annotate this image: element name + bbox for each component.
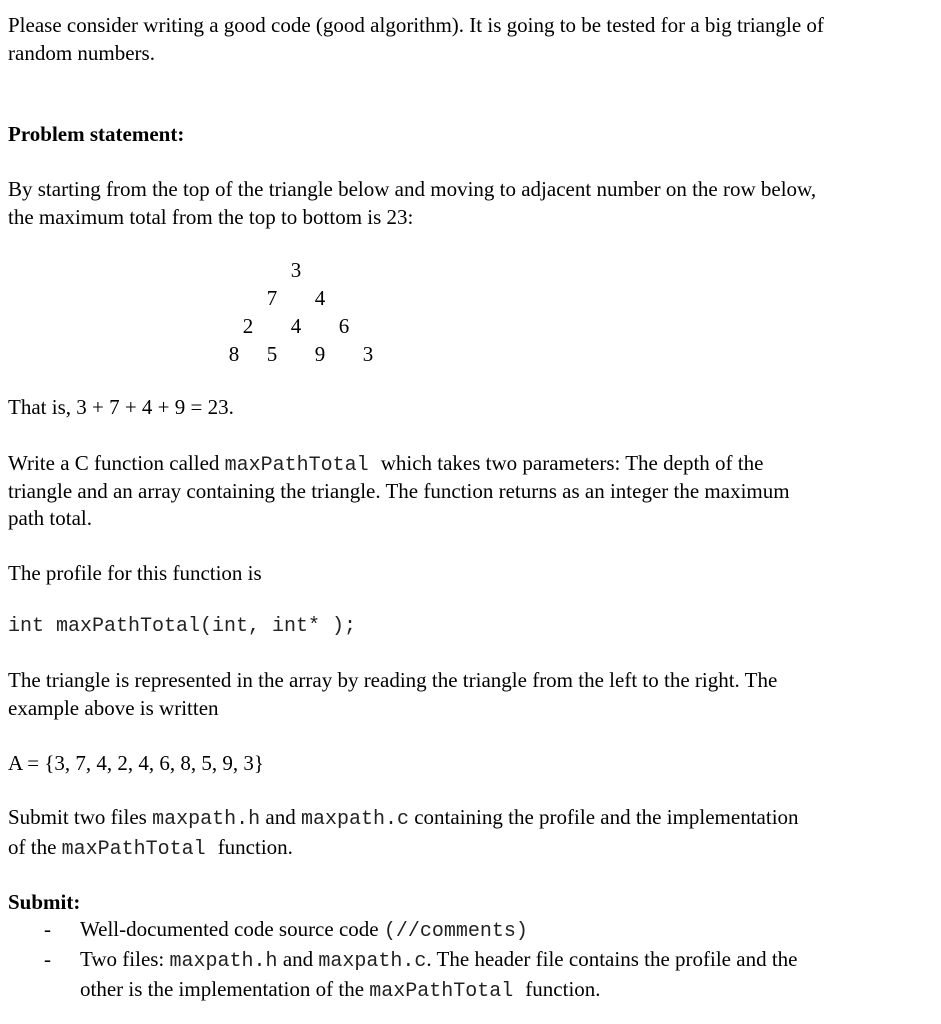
task-line-2: triangle and an array containing the triangle. The function returns as an integer the maximum bbox=[8, 479, 790, 503]
files-line2-suffix: function. bbox=[217, 835, 293, 859]
files-and: and bbox=[260, 805, 301, 829]
triangle-number: 4 bbox=[290, 314, 302, 338]
files-line-1 bbox=[8, 804, 799, 833]
profile-intro: The profile for this function is bbox=[8, 561, 262, 585]
item-1-text: Well-documented code source code bbox=[80, 917, 384, 941]
list-item-text-continued bbox=[80, 976, 601, 1005]
source-filename: maxpath.c bbox=[318, 950, 427, 973]
item-2-line2-prefix: other is the implementation of the bbox=[80, 977, 370, 1001]
header-filename: maxpath.h bbox=[152, 808, 261, 831]
triangle-number: 3 bbox=[362, 342, 374, 366]
array-example: A = {3, 7, 4, 2, 4, 6, 8, 5, 9, 3} bbox=[8, 751, 265, 775]
representation-line-1: The triangle is represented in the array by reading the triangle from the left to the right. The bbox=[8, 668, 778, 692]
bullet-dash: - bbox=[44, 947, 51, 971]
triangle-number: 8 bbox=[228, 342, 240, 366]
function-name: maxPathTotal bbox=[369, 980, 526, 1003]
list-item-text bbox=[80, 916, 528, 945]
problem-heading: Problem statement: bbox=[8, 122, 185, 146]
submit-heading: Submit: bbox=[8, 890, 81, 914]
item-2-suffix: . The header file contains the profile and the bbox=[426, 947, 798, 971]
intro-line-2: random numbers. bbox=[8, 41, 155, 65]
triangle-number: 7 bbox=[266, 286, 278, 310]
task-write-suffix: which takes two parameters: The depth of the bbox=[380, 451, 764, 475]
files-suffix: containing the profile and the implementation bbox=[408, 805, 799, 829]
source-filename: maxpath.c bbox=[300, 808, 409, 831]
triangle-number: 3 bbox=[290, 258, 302, 282]
bullet-dash: - bbox=[44, 917, 51, 941]
header-filename: maxpath.h bbox=[169, 950, 278, 973]
files-line-2 bbox=[8, 834, 293, 863]
list-item-text bbox=[80, 946, 797, 975]
problem-line-1: By starting from the top of the triangle below and moving to adjacent number on the row below, bbox=[8, 177, 817, 201]
task-line-3: path total. bbox=[8, 506, 92, 530]
task-write-prefix: Write a C function called bbox=[8, 451, 225, 475]
triangle-number: 9 bbox=[314, 342, 326, 366]
example-sum: That is, 3 + 7 + 4 + 9 = 23. bbox=[8, 395, 234, 419]
triangle-number: 6 bbox=[338, 314, 350, 338]
task-line-1 bbox=[8, 450, 763, 479]
item-2-and: and bbox=[277, 947, 319, 971]
problem-line-2: the maximum total from the top to bottom is 23: bbox=[8, 205, 414, 229]
files-line2-prefix: of the bbox=[8, 835, 62, 859]
item-1-code: (//comments) bbox=[383, 920, 528, 943]
triangle-number: 5 bbox=[266, 342, 278, 366]
triangle-number: 4 bbox=[314, 286, 326, 310]
item-2-line2-suffix: function. bbox=[525, 977, 601, 1001]
function-name: maxPathTotal bbox=[61, 838, 218, 861]
function-name: maxPathTotal bbox=[224, 454, 381, 477]
representation-line-2: example above is written bbox=[8, 696, 219, 720]
files-prefix: Submit two files bbox=[8, 805, 153, 829]
function-prototype: int maxPathTotal(int, int* ); bbox=[8, 615, 357, 638]
triangle-number: 2 bbox=[242, 314, 254, 338]
item-2-prefix: Two files: bbox=[80, 947, 170, 971]
intro-line-1: Please consider writing a good code (good algorithm). It is going to be tested for a big triangle of bbox=[8, 13, 824, 37]
